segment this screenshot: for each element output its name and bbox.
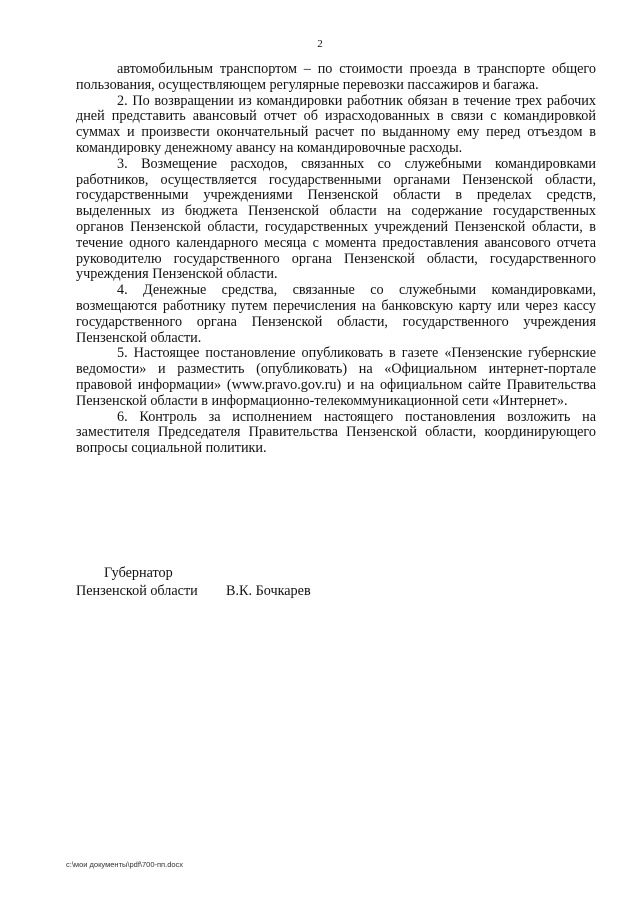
paragraph-3: 3. Возмещение расходов, связанных со служебными командировками работников, осуществляется государственными органами Пензенской области, государственными учреждениями Пензенской области в пределах средств, выделенных из бюджета Пензенской области на содержание государственных органов Пензенской области, государственных учреждений Пензенской области, в течение одного календарного месяца с момента предоставления авансового отчета руководителю государственного органа Пензенской области, государственного учреждения Пензенской области. <box>76 155 596 283</box>
page-number: 2 <box>317 38 323 50</box>
document-body <box>76 62 596 457</box>
paragraph-6: 6. Контроль за исполнением настоящего постановления возложить на заместителя Председателя Правительства Пензенской области, координирующего вопросы социальной политики. <box>76 408 596 457</box>
paragraph-2: 2. По возвращении из командировки работник обязан в течение трех рабочих дней представить авансовый отчет об израсходованных в связи с командировкой суммах и произвести окончательный расчет по выданному ему перед отъездом в командировку денежному авансу на командировочные расходы. <box>76 92 596 156</box>
paragraph-5: 5. Настоящее постановление опубликовать в газете «Пензенские губернские ведомости» и разместить (опубликовать) на «Официальном интернет-портале правовой информации» (www.pravo.gov.ru) и на официальном сайте Правительства Пензенской области в информационно-телекоммуникационной сети «Интернет». <box>76 345 596 409</box>
signatory-row <box>76 582 476 600</box>
footer-file-path: c:\мои документы\pdf\700-пп.docx <box>66 860 184 869</box>
paragraph-continuation: автомобильным транспортом – по стоимости проезда в транспорте общего пользования, осуществляющем регулярные перевозки пассажиров и багажа. <box>76 61 596 93</box>
paragraph-4: 4. Денежные средства, связанные со служебными командировками, возмещаются работнику путем перечисления на банковскую карту или через кассу государственного органа Пензенской области, государственного учреждения Пензенской области. <box>76 282 596 346</box>
signatory-region: Пензенской области <box>76 583 198 599</box>
signature-block <box>76 564 476 600</box>
signatory-position: Губернатор <box>104 565 173 581</box>
signatory-name: В.К. Бочкарев <box>226 583 311 599</box>
